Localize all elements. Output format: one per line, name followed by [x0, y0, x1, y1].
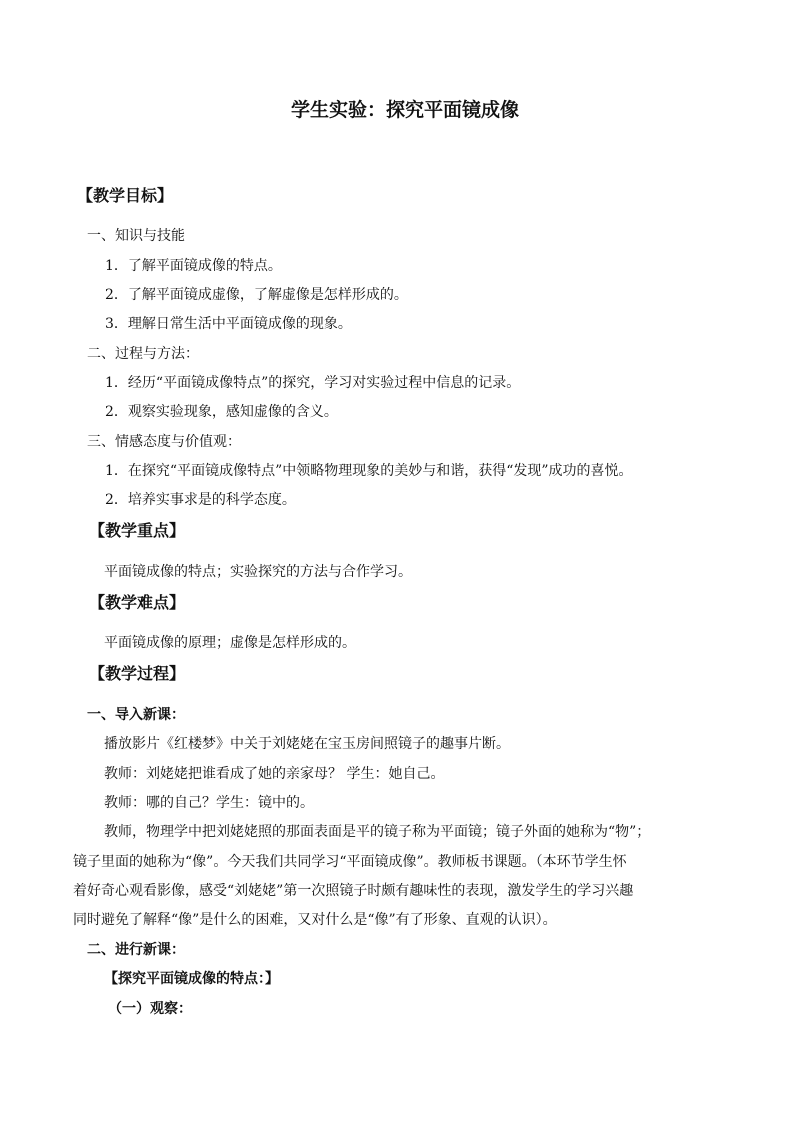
- section-heading-process: 【教学过程】: [89, 664, 186, 683]
- paragraph-line: 教师，物理学中把刘姥姥照的那面表面是平的镜子称为平面镜；镜子外面的她称为“物”；: [104, 824, 651, 840]
- inquiry-subheading: 【探究平面镜成像的特点：】: [104, 971, 279, 987]
- goal-group-knowledge: 一、知识与技能: [87, 228, 185, 244]
- list-item: 2．培养实事求是的科学态度。: [105, 492, 296, 508]
- paragraph-line: 教师：哪的自己？学生：镜中的。: [104, 795, 314, 811]
- list-item: 3．理解日常生活中平面镜成像的现象。: [105, 316, 352, 332]
- section-heading-goals: 【教学目标】: [77, 186, 174, 205]
- goal-group-attitude: 三、情感态度与价值观：: [87, 434, 241, 450]
- paragraph-line: 着好奇心观看影像，感受“刘姥姥”第一次照镜子时颇有趣味性的表现，激发学生的学习兴趣: [73, 883, 634, 899]
- intro-label: 一、导入新课：: [87, 707, 185, 723]
- paragraph-line: 播放影片《红楼梦》中关于刘姥姥在宝玉房间照镜子的趣事片断。: [104, 736, 510, 752]
- observation-step: （一）观察：: [108, 1001, 192, 1017]
- list-item: 1．经历“平面镜成像特点”的探究，学习对实验过程中信息的记录。: [105, 375, 521, 391]
- paragraph-line: 教师：刘姥姥把谁看成了她的亲家母？ 学生：她自己。: [104, 766, 445, 782]
- list-item: 2．了解平面镜成虚像，了解虚像是怎样形成的。: [105, 287, 408, 303]
- list-item: 1．了解平面镜成像的特点。: [105, 258, 282, 274]
- paragraph-line: 同时避免了解释“像”是什么的困难，又对什么是“像”有了形象、直观的认识）。: [73, 912, 557, 928]
- key-points-text: 平面镜成像的特点；实验探究的方法与合作学习。: [104, 564, 412, 580]
- section-heading-key-points: 【教学重点】: [89, 521, 186, 540]
- paragraph-line: 镜子里面的她称为“像”。今天我们共同学习“平面镜成像”。教师板书课题。（本环节学生怀: [73, 854, 627, 870]
- goal-group-process: 二、过程与方法：: [87, 346, 199, 362]
- new-lesson-label: 二、进行新课：: [87, 942, 185, 958]
- list-item: 2．观察实验现象，感知虚像的含义。: [105, 404, 338, 420]
- section-heading-difficulties: 【教学难点】: [89, 593, 186, 612]
- page-title: 学生实验：探究平面镜成像: [291, 99, 520, 121]
- difficulties-text: 平面镜成像的原理；虚像是怎样形成的。: [104, 635, 356, 651]
- list-item: 1．在探究“平面镜成像特点”中领略物理现象的美妙与和谐，获得“发现”成功的喜悦。: [105, 463, 633, 479]
